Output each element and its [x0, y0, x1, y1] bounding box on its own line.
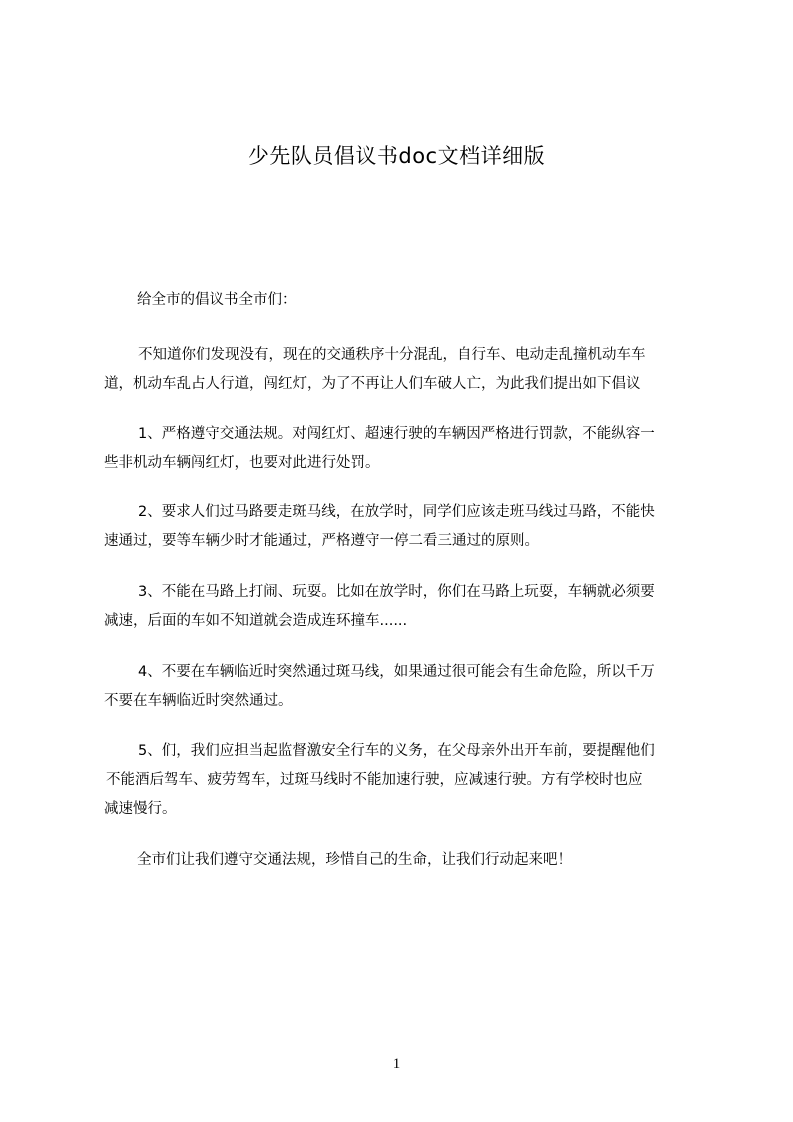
proposal-item-3-line-2: 减速，后面的车如不知道就会造成连环撞车...... [104, 613, 408, 629]
closing-paragraph [104, 846, 716, 875]
intro-paragraph [104, 341, 716, 399]
proposal-item-4-line-1: 4、不要在车辆临近时突然通过斑马线，如果通过很可能会有生命危险，所以千万 [138, 664, 655, 680]
proposal-item-3 [104, 578, 716, 636]
proposal-item-1 [104, 420, 716, 478]
proposal-item-4 [104, 658, 716, 716]
intro-line-1: 不知道你们发现没有，现在的交通秩序十分混乱，自行车、电动走乱撞机动车车 [138, 347, 646, 363]
proposal-item-5 [104, 737, 716, 824]
proposal-item-3-line-1: 3、不能在马路上打闹、玩耍。比如在放学时，你们在马路上玩耍，车辆就必须要 [138, 584, 655, 600]
proposal-item-2 [104, 498, 716, 556]
proposal-item-1-line-1: 1、严格遵守交通法规。对闯红灯、超速行驶的车辆因严格进行罚款，不能纵容一 [138, 426, 655, 442]
proposal-item-2-line-1: 2、要求人们过马路要走斑马线，在放学时，同学们应该走班马线过马路，不能快 [138, 504, 655, 520]
proposal-item-5-line-2: 不能酒后驾车、疲劳驾车，过斑马线时不能加速行驶，应减速行驶。方有学校时也应 [106, 772, 643, 788]
page-number: 1 [392, 1056, 401, 1072]
proposal-item-5-line-1: 5、们，我们应担当起监督激安全行车的义务，在父母亲外出开车前，要提醒他们 [138, 743, 655, 759]
greeting-line: 给全市的倡议书全市们： [137, 292, 297, 308]
document-title: 少先队员倡议书doc文档详细版 [247, 144, 546, 168]
proposal-item-5-line-3: 减速慢行。 [104, 801, 177, 817]
proposal-item-1-line-2: 些非机动车辆闯红灯，也要对此进行处罚。 [104, 455, 380, 471]
proposal-item-2-line-2: 速通过，要等车辆少时才能通过，严格遵守一停二看三通过的原则。 [104, 533, 539, 549]
proposal-item-4-line-2: 不要在车辆临近时突然通过。 [104, 693, 293, 709]
closing-line: 全市们让我们遵守交通法规，珍惜自己的生命，让我们行动起来吧！ [137, 852, 572, 868]
intro-line-2: 道，机动车乱占人行道，闯红灯，为了不再让人们车破人亡，为此我们提出如下倡议 [104, 376, 641, 392]
